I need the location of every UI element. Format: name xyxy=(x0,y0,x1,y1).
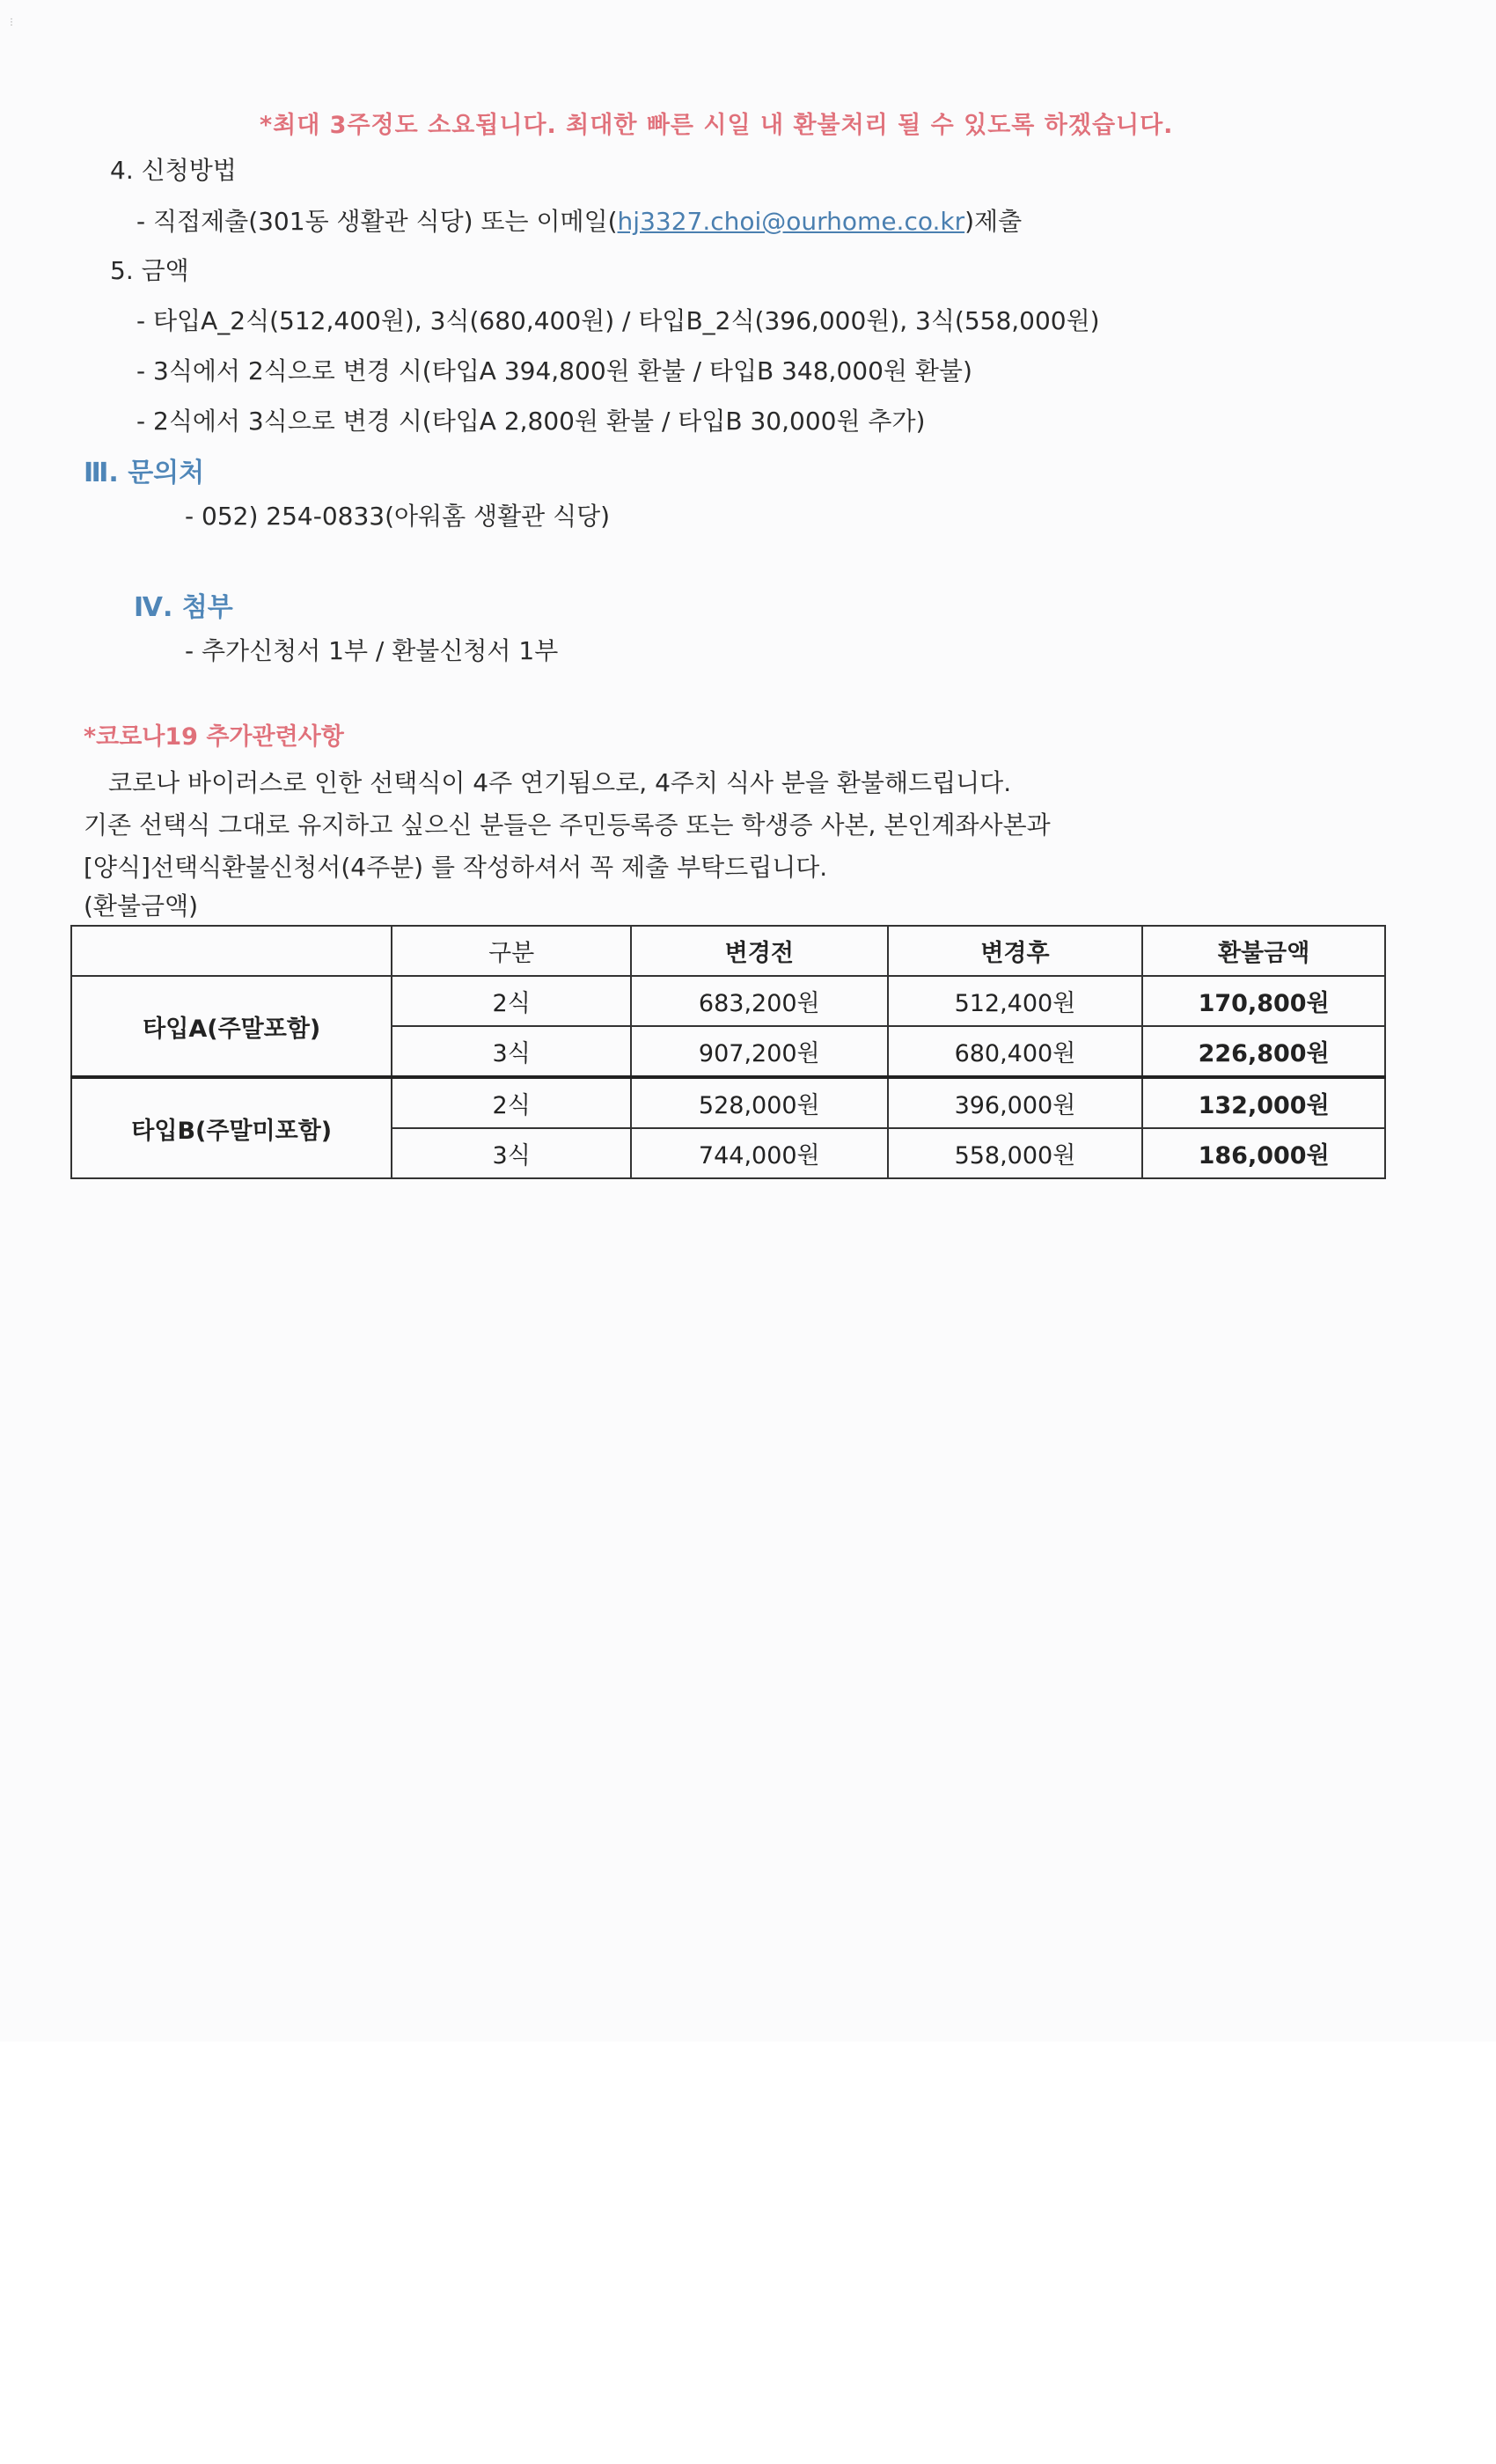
contact-section-title: Ⅲ. 문의처 xyxy=(84,458,205,488)
meal-cell: 3식 xyxy=(392,1128,631,1178)
refund-cell: 132,000원 xyxy=(1142,1077,1385,1128)
before-cell: 907,200원 xyxy=(631,1026,888,1077)
contact-line: - 052) 254-0833(아워홈 생활관 식당) xyxy=(185,502,611,531)
meal-cell: 2식 xyxy=(392,976,631,1026)
email-link[interactable]: hj3327.choi@ourhome.co.kr xyxy=(617,207,965,236)
table-row xyxy=(71,976,1385,1026)
refund-table xyxy=(70,925,1386,1179)
after-cell: 396,000원 xyxy=(888,1077,1143,1128)
attachment-line: - 추가신청서 1부 / 환불신청서 1부 xyxy=(185,636,559,665)
header-category: 구분 xyxy=(392,926,631,976)
submission-method-text: - 직접제출(301동 생활관 식당) 또는 이메일( xyxy=(136,207,618,236)
before-cell: 683,200원 xyxy=(631,976,888,1026)
meal-cell: 3식 xyxy=(392,1026,631,1077)
corona-title: *코로나19 추가관련사항 xyxy=(84,723,344,751)
corona-line-3: [양식]선택식환불신청서(4주분) 를 작성하셔서 꼭 제출 부탁드립니다. xyxy=(84,853,828,882)
section-4-title: 4. 신청방법 xyxy=(110,156,237,185)
header-after: 변경후 xyxy=(888,926,1143,976)
header-before: 변경전 xyxy=(631,926,888,976)
meal-cell: 2식 xyxy=(392,1077,631,1128)
before-cell: 744,000원 xyxy=(631,1128,888,1178)
refund-amount-caption: (환불금액) xyxy=(84,891,199,920)
submission-suffix: )제출 xyxy=(964,207,1023,236)
price-line-1: - 타입A_2식(512,400원), 3식(680,400원) / 타입B_2식(396,000원), 3식(558,000원) xyxy=(136,306,1100,335)
table-header-row xyxy=(71,926,1385,976)
header-refund: 환불금액 xyxy=(1142,926,1385,976)
attachment-section-title: Ⅳ. 첨부 xyxy=(134,592,233,623)
after-cell: 680,400원 xyxy=(888,1026,1143,1077)
price-line-3: - 2식에서 3식으로 변경 시(타입A 2,800원 환불 / 타입B 30,000원 추가) xyxy=(136,407,926,436)
refund-cell: 226,800원 xyxy=(1142,1026,1385,1077)
table-row xyxy=(71,1077,1385,1128)
before-cell: 528,000원 xyxy=(631,1077,888,1128)
price-line-2: - 3식에서 2식으로 변경 시(타입A 394,800원 환불 / 타입B 348,000원 환불) xyxy=(136,356,972,385)
blank-page-margin xyxy=(0,2042,1496,2464)
section-4-line xyxy=(136,202,1022,238)
type-b-label: 타입B(주말미포함) xyxy=(71,1077,392,1178)
scan-speck: ⋮ xyxy=(7,18,16,27)
section-5-title: 5. 금액 xyxy=(110,256,189,285)
type-a-label: 타입A(주말포함) xyxy=(71,976,392,1077)
after-cell: 512,400원 xyxy=(888,976,1143,1026)
after-cell: 558,000원 xyxy=(888,1128,1143,1178)
refund-cell: 186,000원 xyxy=(1142,1128,1385,1178)
header-blank xyxy=(71,926,392,976)
corona-line-1: 코로나 바이러스로 인한 선택식이 4주 연기됨으로, 4주치 식사 분을 환불해드립니다. xyxy=(108,768,1012,797)
refund-cell: 170,800원 xyxy=(1142,976,1385,1026)
notice-text: *최대 3주정도 소요됩니다. 최대한 빠른 시일 내 환불처리 될 수 있도록 하겠습니다. xyxy=(260,112,1174,139)
corona-line-2: 기존 선택식 그대로 유지하고 싶으신 분들은 주민등록증 또는 학생증 사본, 본인계좌사본과 xyxy=(84,810,1051,840)
